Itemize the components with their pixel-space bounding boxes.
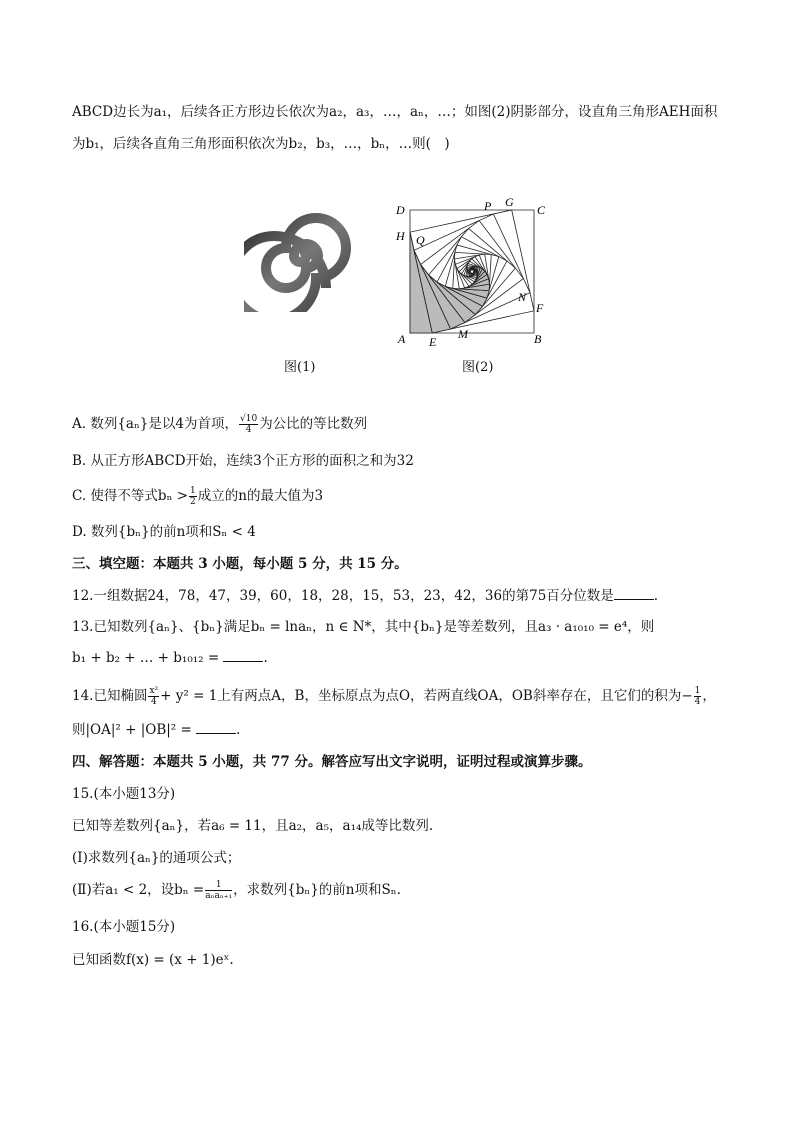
label-M: M <box>458 327 468 341</box>
option-d: D. 数列{bₙ}的前n项和Sₙ < 4 <box>72 524 256 540</box>
nested-squares-lines <box>410 210 534 333</box>
option-a: A. 数列{aₙ}是以4为首项， $\frac{√10}{4}$ 为公比的等比数列 <box>72 414 368 435</box>
label-C: C <box>537 203 546 217</box>
question-13-line-1: 13.已知数列{aₙ}、{bₙ}满足bₙ = lnaₙ，n ∈ N*，其中{bₙ}是等差数列，且a₃ · a₁₀₁₀ = e⁴，则 <box>72 619 655 635</box>
label-A: A <box>398 332 406 346</box>
intro-line-2: 为b₁，后续各直角三角形面积依次为b₂，b₃，…，bₙ，…则( ) <box>72 136 450 152</box>
question-13-line-2: b₁ + b₂ + … + b₁₀₁₂ = . <box>72 650 268 666</box>
label-H: H <box>396 229 405 243</box>
question-14-line-2: 则|OA|² + |OB|² = . <box>72 722 241 738</box>
figure-2-caption: 图(2) <box>462 360 494 375</box>
label-D: D <box>396 203 405 217</box>
label-E: E <box>429 335 437 348</box>
label-Q: Q <box>416 233 425 247</box>
figure-2-nested-squares <box>392 198 552 348</box>
label-P: P <box>484 199 492 213</box>
intro-line-1: ABCD边长为a₁，后续各正方形边长依次为a₂，a₃，…，aₙ，…；如图(2)阴影部分，设直角三角形AEH面积 <box>72 104 718 120</box>
figure-1-spiral <box>244 200 356 312</box>
label-N: N <box>518 290 527 304</box>
option-b: B. 从正方形ABCD开始，连续3个正方形的面积之和为32 <box>72 453 414 469</box>
question-14-line-1: 14.已知椭圆 $\frac{\text{x²}}{4}$ + y² = 1上有两点A，B，坐标原点为点O，若两直线OA，OB斜率存在，且它们的积为− $\frac{1}{4}$ ， <box>72 686 716 707</box>
label-G: G <box>505 198 514 209</box>
label-B: B <box>534 332 542 346</box>
question-15-heading: 15.(本小题13分) <box>72 786 176 802</box>
question-16-heading: 16.(本小题15分) <box>72 919 176 935</box>
question-12: 12.一组数据24，78，47，39，60，18，28，15，53，23，42，36的第75百分位数是 . <box>72 588 659 604</box>
section-3-heading: 三、填空题：本题共 3 小题，每小题 5 分，共 15 分。 <box>72 556 408 572</box>
section-4-heading: 四、解答题：本题共 5 小题，共 77 分。解答应写出文字说明，证明过程或演算步骤。 <box>72 754 592 770</box>
question-15-part-1: (Ⅰ)求数列{aₙ}的通项公式； <box>72 850 241 866</box>
label-F: F <box>536 301 544 315</box>
question-15-stem: 已知等差数列{aₙ}，若a₆ = 11，且a₂，a₅，a₁₄成等比数列. <box>72 818 434 834</box>
option-c: C. 使得不等式bₙ > $\frac{1}{2}$ 成立的n的最大值为3 <box>72 486 324 507</box>
figure-1-caption: 图(1) <box>284 360 316 375</box>
question-15-part-2: (Ⅱ)若a₁ < 2，设bₙ = $\frac{1}{\text{aₙaₙ₊₁}}$ ，求数列{bₙ}的前n项和Sₙ. <box>72 880 401 901</box>
question-16-stem: 已知函数f(x) = (x + 1)eˣ. <box>72 952 234 968</box>
